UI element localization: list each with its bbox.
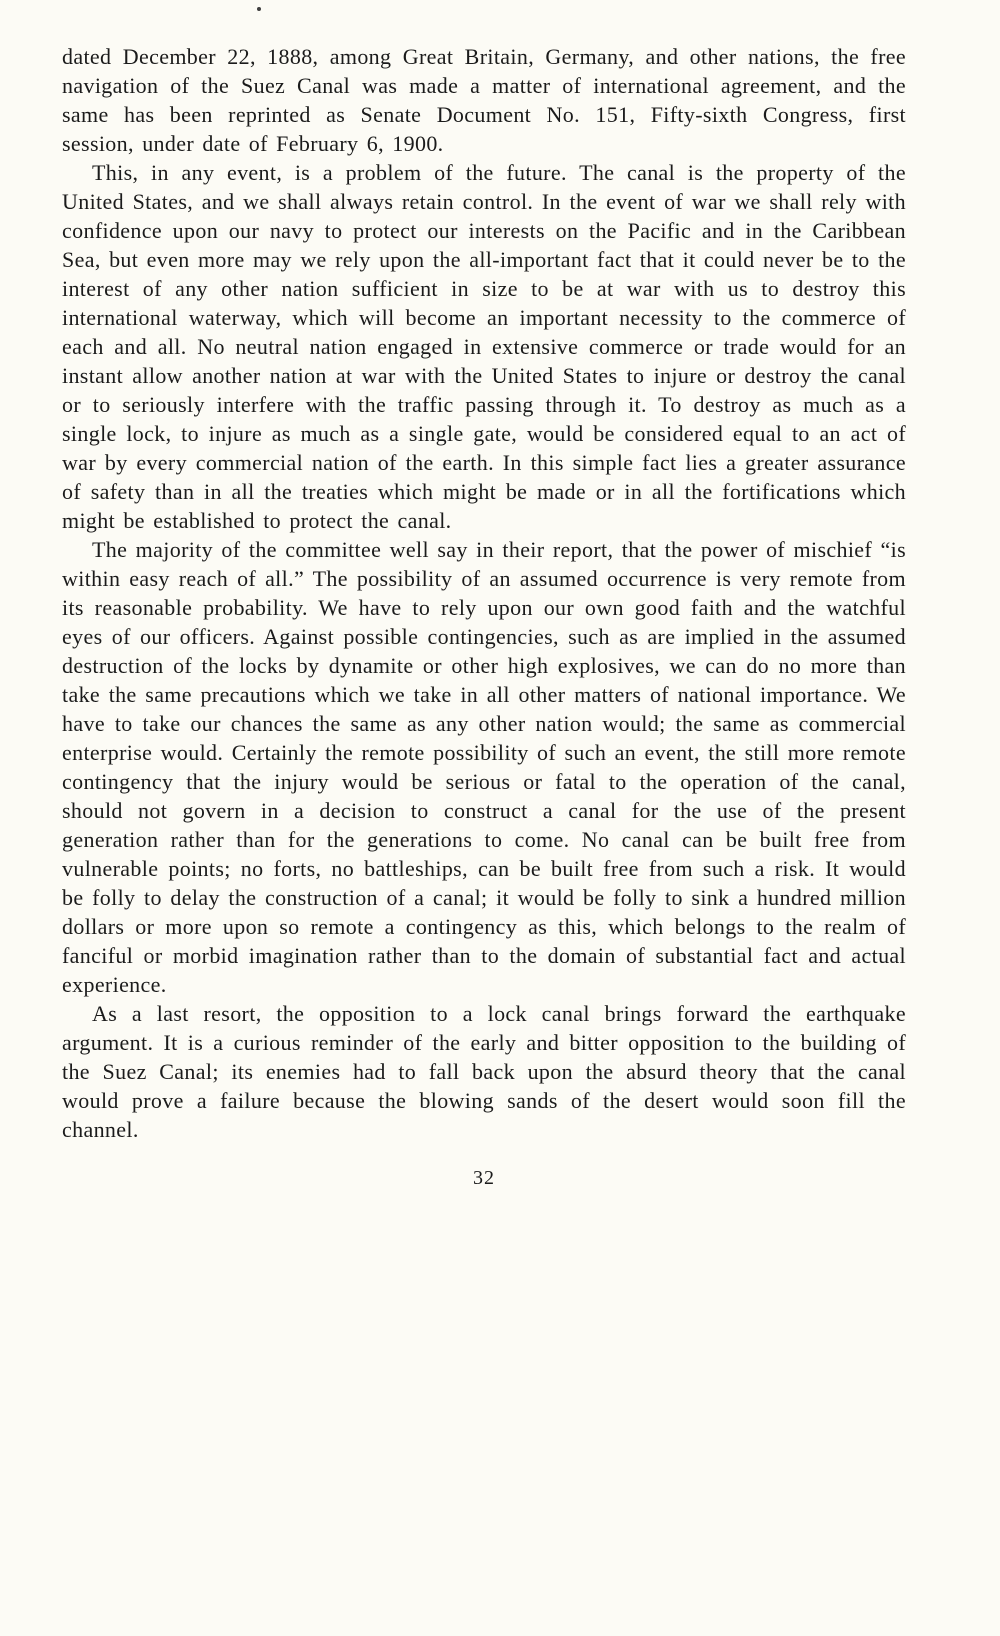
- scan-artifact-dot: [257, 7, 261, 11]
- book-page: [62, 42, 906, 1193]
- paragraph-continuation: dated December 22, 1888, among Great Britain, Germany, and other nations, the free navigation of the Suez Canal was made a matter of international agreement, and the same has been reprinted as Senate Document No. 151, Fifty-sixth Congress, first session, under date of February 6, 1900.: [62, 44, 906, 156]
- page-number: 32: [473, 1167, 495, 1189]
- paragraph: This, in any event, is a problem of the future. The canal is the property of the United States, and we shall always retain control. In the event of war we shall rely with confidence upon our navy to protect our interests on the Pacific and in the Caribbean Sea, but even more may we rely upon the all-important fact that it could never be to the interest of any other nation sufficient in size to be at war with us to destroy this international waterway, which will become an important necessity to the commerce of each and all. No neutral nation engaged in extensive commerce or trade would for an instant allow another nation at war with the United States to injure or destroy the canal or to seriously interfere with the traffic passing through it. To destroy as much as a single lock, to injure as much as a single gate, would be considered equal to an act of war by every commercial nation of the earth. In this simple fact lies a greater assurance of safety than in all the treaties which might be made or in all the fortifications which might be established to protect the canal.: [62, 160, 906, 533]
- paragraph: As a last resort, the opposition to a lock canal brings forward the earthquake argument. It is a curious reminder of the early and bitter opposition to the building of the Suez Canal; its enemies had to fall back upon the absurd theory that the canal would prove a failure because the blowing sands of the desert would soon fill the channel.: [62, 1001, 906, 1142]
- paragraph: The majority of the committee well say in their report, that the power of mischief “is within easy reach of all.” The possibility of an assumed occurrence is very remote from its reasonable probability. We have to rely upon our own good faith and the watchful eyes of our officers. Against possible contingencies, such as are implied in the assumed destruction of the locks by dynamite or other high explosives, we can do no more than take the same precautions which we take in all other matters of national importance. We have to take our chances the same as any other nation would; the same as commercial enterprise would. Certainly the remote possibility of such an event, the still more remote contingency that the injury would be serious or fatal to the operation of the canal, should not govern in a decision to construct a canal for the use of the present generation rather than for the generations to come. No canal can be built free from vulnerable points; no forts, no battleships, can be built free from such a risk. It would be folly to delay the construction of a canal; it would be folly to sink a hundred million dollars or more upon so remote a contingency as this, which belongs to the realm of fanciful or morbid imagination rather than to the domain of substantial fact and actual experience.: [62, 537, 906, 997]
